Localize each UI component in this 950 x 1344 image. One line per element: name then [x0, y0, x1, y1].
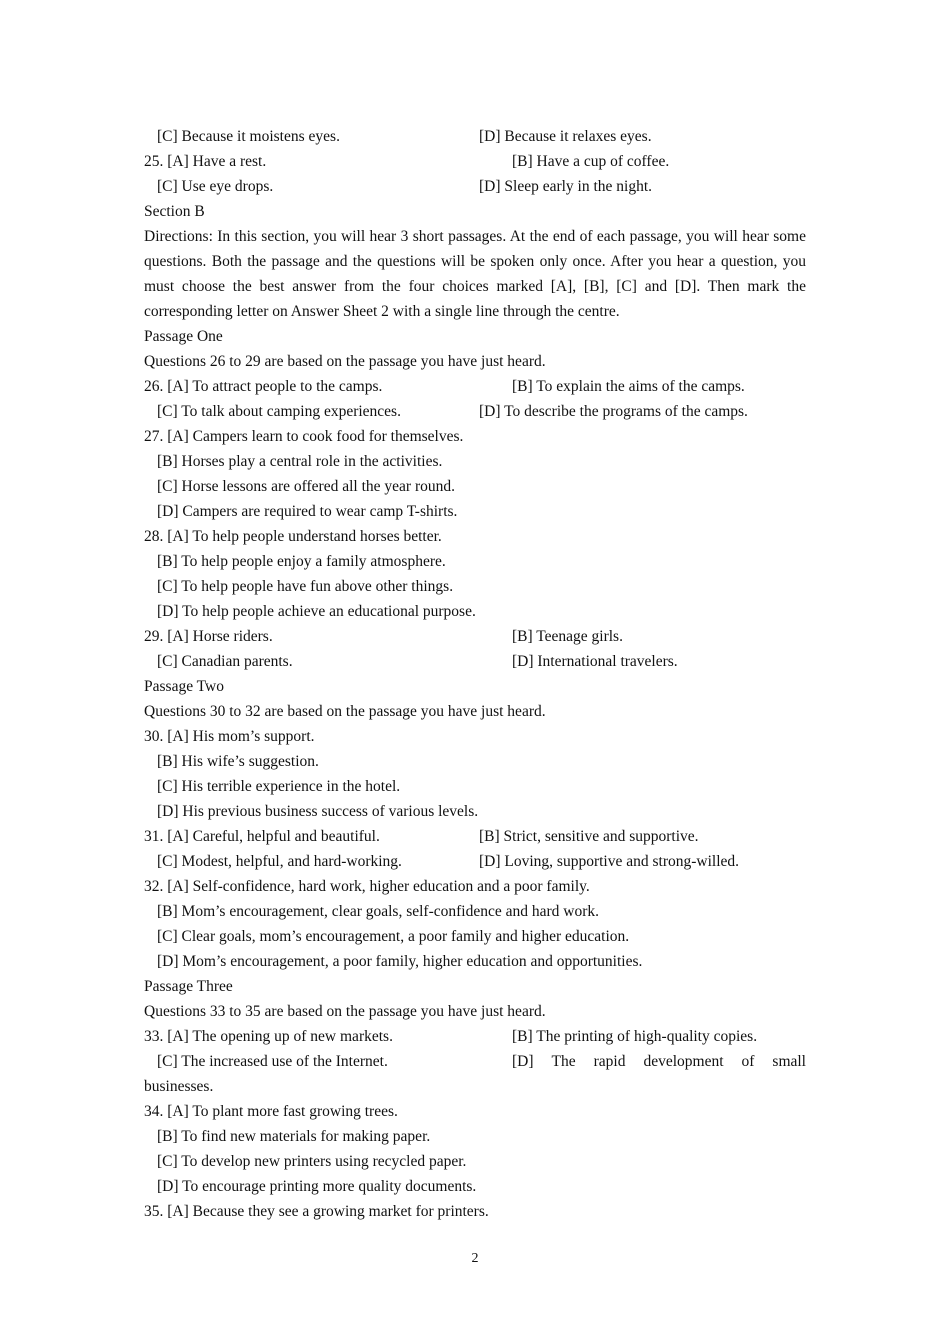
- q25-options-ab: [144, 149, 806, 174]
- q27-option-d: [D] Campers are required to wear camp T-shirts.: [157, 503, 458, 520]
- q33-option-d-word: small: [772, 1053, 806, 1070]
- q24-option-d: [D] Because it relaxes eyes.: [479, 128, 652, 145]
- q31-option-d: [D] Loving, supportive and strong-willed.: [479, 853, 740, 870]
- q32-option-d: [D] Mom’s encouragement, a poor family, higher education and opportunities.: [157, 953, 643, 970]
- q27-option-b: [B] Horses play a central role in the activities.: [157, 453, 443, 470]
- q29-option-c: [C] Canadian parents.: [157, 653, 293, 670]
- q29-options-cd: [144, 649, 806, 674]
- q32-option-b: [B] Mom’s encouragement, clear goals, self-confidence and hard work.: [157, 903, 600, 920]
- q29-option-b: [B] Teenage girls.: [512, 628, 623, 645]
- q25-option-c: [C] Use eye drops.: [157, 178, 274, 195]
- q28-option-d: [D] To help people achieve an educational purpose.: [157, 603, 476, 620]
- q25-options-cd: [144, 174, 806, 199]
- q26-options-cd: [144, 399, 806, 424]
- q32-option-c: [C] Clear goals, mom’s encouragement, a poor family and higher education.: [157, 928, 630, 945]
- q25-option-d: [D] Sleep early in the night.: [479, 178, 653, 195]
- passage-one-intro: Questions 26 to 29 are based on the passage you have just heard.: [144, 353, 546, 370]
- q26-option-d: [D] To describe the programs of the camps.: [479, 403, 748, 420]
- q33-options-ab: [144, 1024, 806, 1049]
- q25-option-b: [B] Have a cup of coffee.: [512, 153, 670, 170]
- q29-options-ab: [144, 624, 806, 649]
- q33-option-a: 33. [A] The opening up of new markets.: [144, 1028, 393, 1045]
- q35-option-a: 35. [A] Because they see a growing market for printers.: [144, 1203, 489, 1220]
- q31-option-b: [B] Strict, sensitive and supportive.: [479, 828, 699, 845]
- q34-option-c: [C] To develop new printers using recycled paper.: [157, 1153, 467, 1170]
- q26-option-a: 26. [A] To attract people to the camps.: [144, 378, 383, 395]
- q33-option-d-word: rapid: [593, 1053, 626, 1070]
- q30-option-b: [B] His wife’s suggestion.: [157, 753, 319, 770]
- q34-option-d: [D] To encourage printing more quality documents.: [157, 1178, 477, 1195]
- q30-option-a: 30. [A] His mom’s support.: [144, 728, 315, 745]
- q34-option-a: 34. [A] To plant more fast growing trees.: [144, 1103, 398, 1120]
- q26-option-b: [B] To explain the aims of the camps.: [512, 378, 745, 395]
- q33-option-d-word: [D]: [512, 1053, 534, 1070]
- q33-option-d-word: The: [551, 1053, 576, 1070]
- q26-options-ab: [144, 374, 806, 399]
- q28-option-c: [C] To help people have fun above other things.: [157, 578, 454, 595]
- section-b-heading: Section B: [144, 203, 205, 220]
- q33-option-d-word: development: [643, 1053, 724, 1070]
- q27-option-c: [C] Horse lessons are offered all the year round.: [157, 478, 455, 495]
- q24-options-cd: [144, 124, 806, 149]
- q31-option-c: [C] Modest, helpful, and hard-working.: [157, 853, 402, 870]
- page-content: [144, 124, 806, 1224]
- q31-option-a: 31. [A] Careful, helpful and beautiful.: [144, 828, 380, 845]
- q33-option-d-word: of: [741, 1053, 755, 1070]
- q33-option-b: [B] The printing of high-quality copies.: [512, 1028, 758, 1045]
- q30-option-d: [D] His previous business success of various levels.: [157, 803, 479, 820]
- page-number: 2: [471, 1251, 479, 1266]
- q30-option-c: [C] His terrible experience in the hotel.: [157, 778, 401, 795]
- passage-two-title: Passage Two: [144, 678, 224, 695]
- q25-option-a: 25. [A] Have a rest.: [144, 153, 267, 170]
- passage-one-title: Passage One: [144, 328, 223, 345]
- q34-option-b: [B] To find new materials for making paper.: [157, 1128, 431, 1145]
- q28-option-b: [B] To help people enjoy a family atmosphere.: [157, 553, 446, 570]
- q31-options-cd: [144, 849, 806, 874]
- q27-option-a: 27. [A] Campers learn to cook food for themselves.: [144, 428, 464, 445]
- q32-option-a: 32. [A] Self-confidence, hard work, higher education and a poor family.: [144, 878, 590, 895]
- q24-option-c: [C] Because it moistens eyes.: [157, 128, 340, 145]
- passage-three-title: Passage Three: [144, 978, 233, 995]
- q29-option-d: [D] International travelers.: [512, 653, 678, 670]
- passage-three-intro: Questions 33 to 35 are based on the passage you have just heard.: [144, 1003, 546, 1020]
- q26-option-c: [C] To talk about camping experiences.: [157, 403, 401, 420]
- q33-options-cd: [144, 1049, 806, 1074]
- section-b-directions: Directions: In this section, you will hear 3 short passages. At the end of each passage, you will hear some questions. Both the passage and the questions will be spoken only once. After you hear a question, you must choose the best answer from the four choices marked [A], [B], [C] and [D]. Then mark the corresponding letter on Answer Sheet 2 with a single line through the centre.: [144, 228, 806, 320]
- q31-options-ab: [144, 824, 806, 849]
- q28-option-a: 28. [A] To help people understand horses better.: [144, 528, 442, 545]
- q33-option-d: [512, 1049, 806, 1074]
- q29-option-a: 29. [A] Horse riders.: [144, 628, 273, 645]
- q33-option-c: [C] The increased use of the Internet.: [157, 1053, 388, 1070]
- q33-option-d-wrap: businesses.: [144, 1078, 214, 1095]
- passage-two-intro: Questions 30 to 32 are based on the passage you have just heard.: [144, 703, 546, 720]
